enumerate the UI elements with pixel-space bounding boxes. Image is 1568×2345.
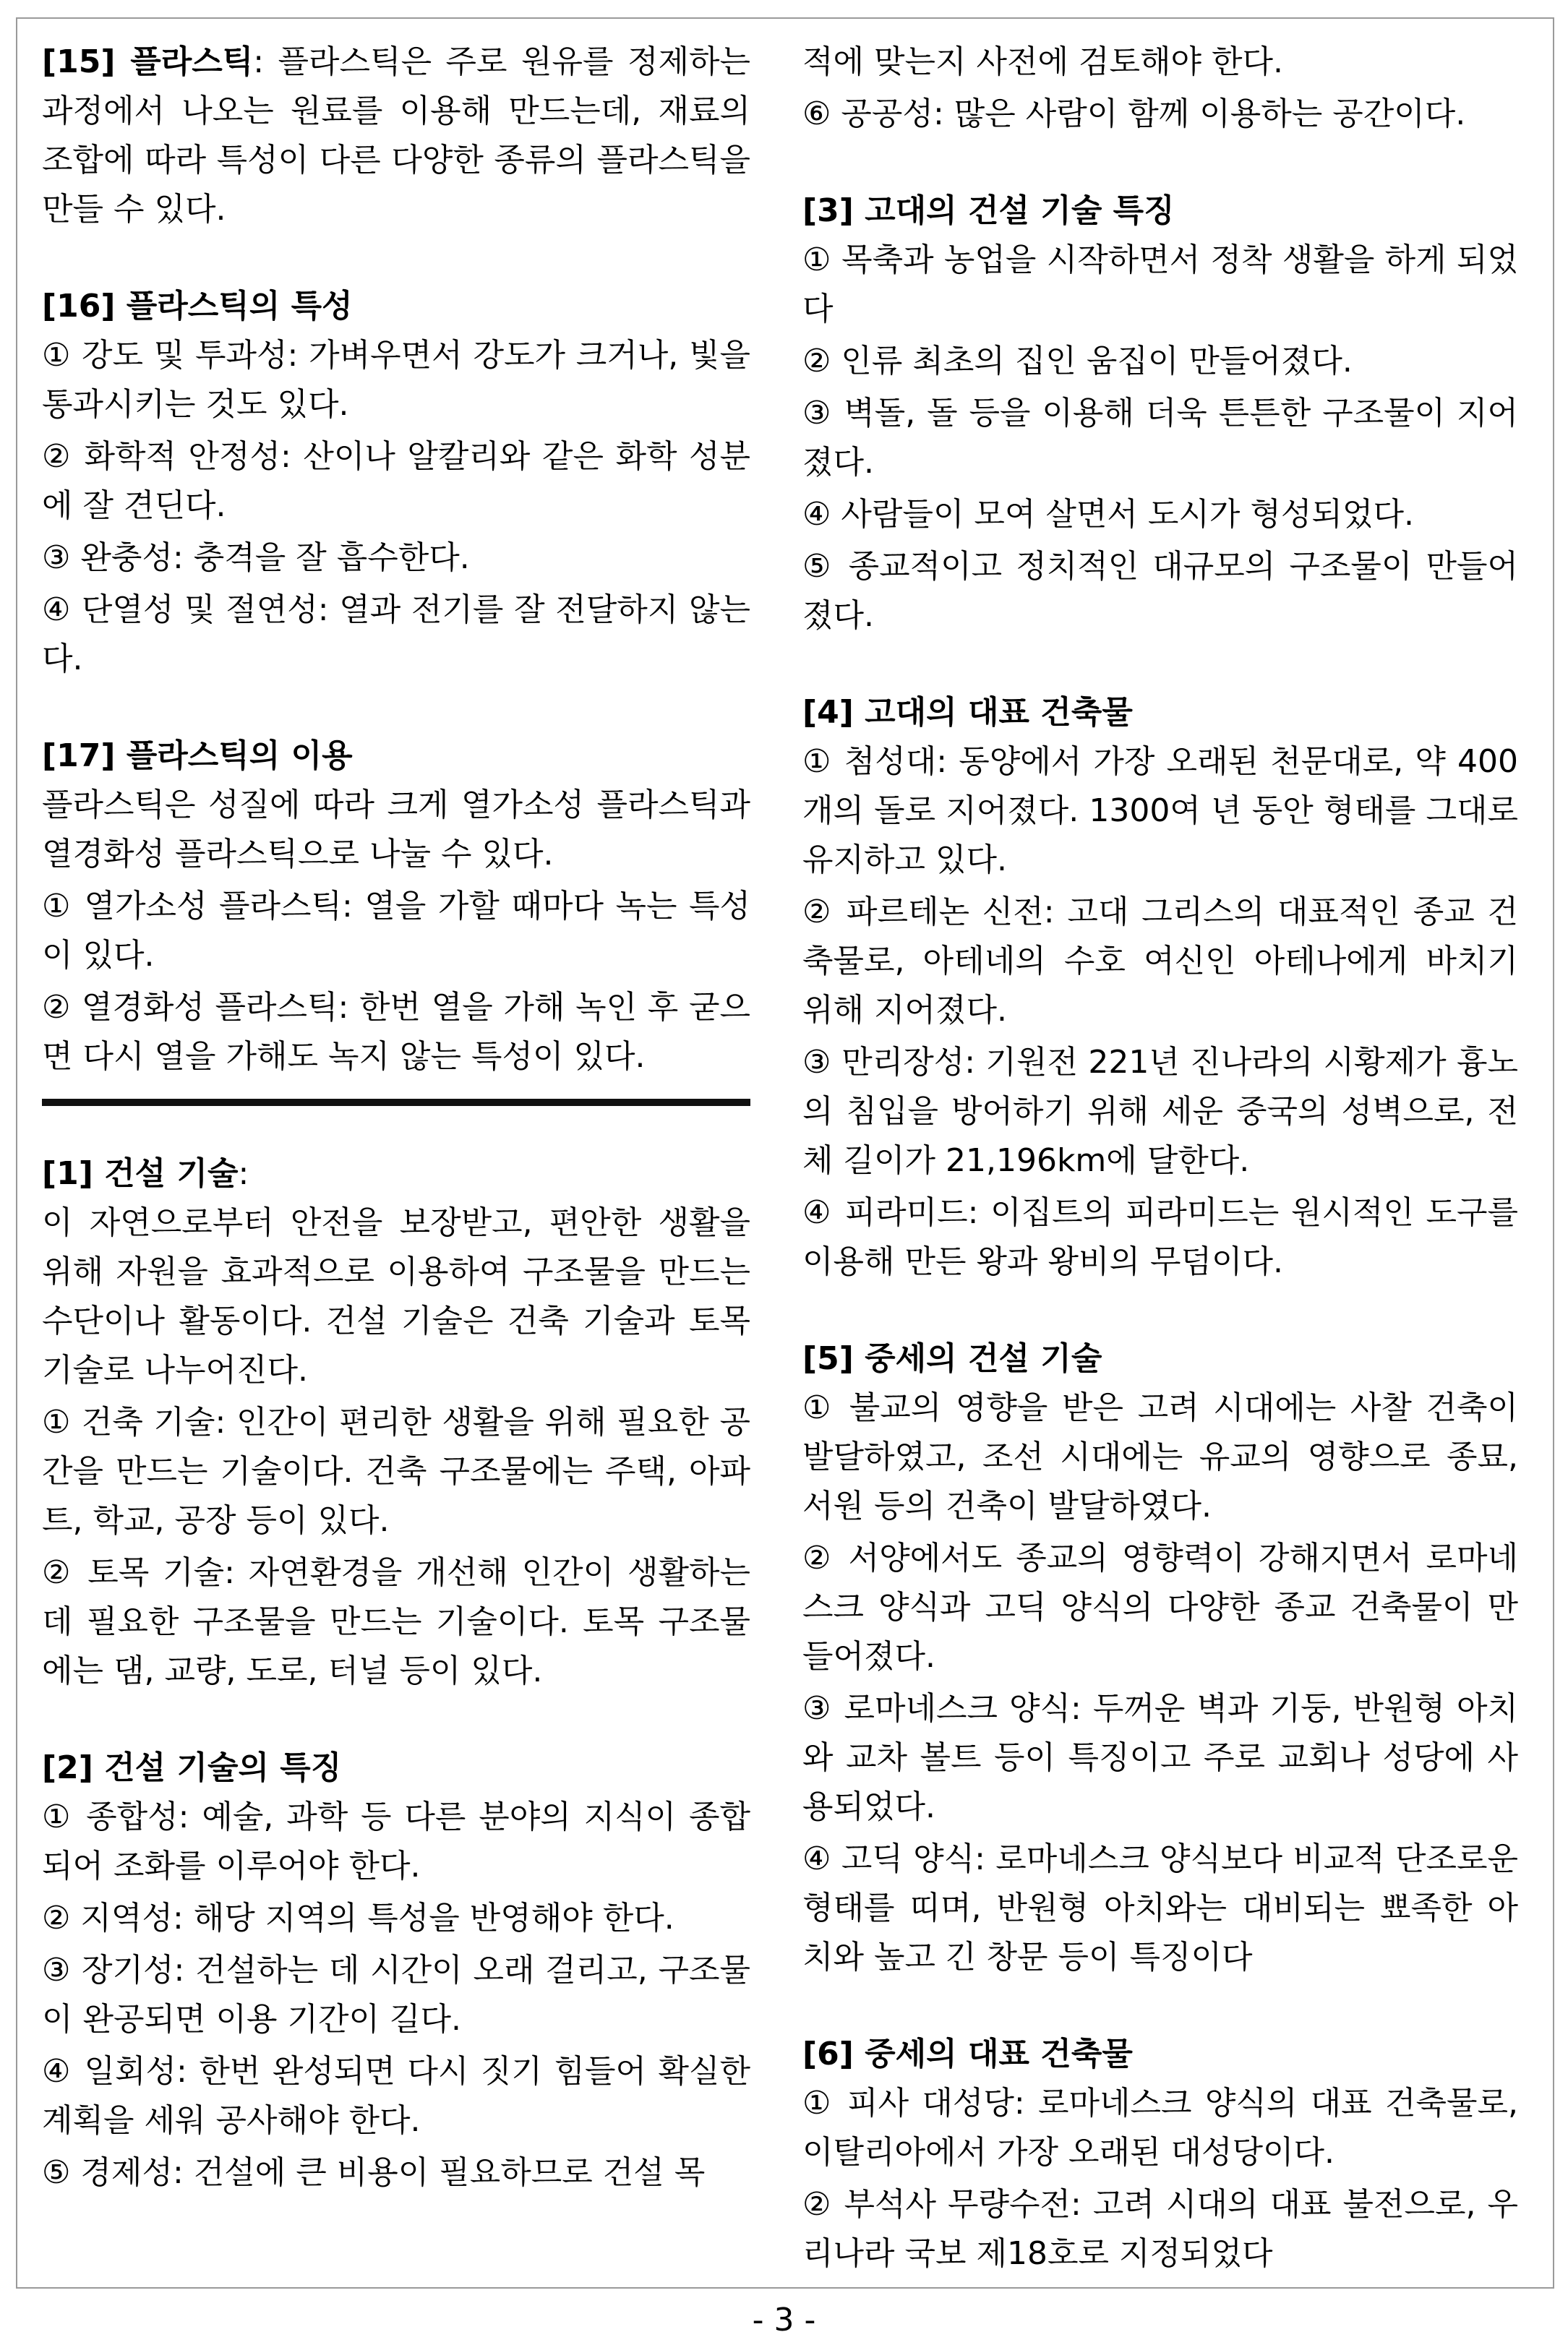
section-1-item: ① 건축 기술: 인간이 편리한 생활을 위해 필요한 공간을 만드는 기술이다. 건축 구조물에는 주택, 아파트, 학교, 공장 등이 있다. [42, 1404, 750, 1539]
section-2-continuation [802, 38, 1518, 139]
section-3-heading: [3] 고대의 건설 기술 특징 [802, 192, 1175, 229]
section-17-item: ② 열경화성 플라스틱: 한번 열을 가해 녹인 후 굳으면 다시 열을 가해도 녹지 않는 특성이 있다. [42, 989, 750, 1075]
section-2-item: ④ 일회성: 한번 완성되면 다시 짓기 힘들어 확실한 계획을 세워 공사해야 한다. [42, 2053, 750, 2139]
page-number: - 3 - [752, 2302, 816, 2338]
section-2-item: ① 종합성: 예술, 과학 등 다른 분야의 지식이 종합되어 조화를 이루어야 한다. [42, 1799, 750, 1885]
section-4 [802, 688, 1518, 1287]
section-5-item: ③ 로마네스크 양식: 두꺼운 벽과 기둥, 반원형 아치와 교차 볼트 등이 특징이고 주로 교회나 성당에 사용되었다. [802, 1690, 1518, 1825]
section-5-heading: [5] 중세의 건설 기술 [802, 1340, 1102, 1377]
section-1-item: ② 토목 기술: 자연환경을 개선해 인간이 생활하는 데 필요한 구조물을 만드는 기술이다. 토목 구조물에는 댐, 교량, 도로, 터널 등이 있다. [42, 1554, 750, 1689]
section-15 [42, 38, 750, 234]
section-5-item: ② 서양에서도 종교의 영향력이 강해지면서 로마네스크 양식과 고딕 양식의 다양한 종교 건축물이 만들어졌다. [802, 1540, 1518, 1675]
continuation-line: 적에 맞는지 사전에 검토해야 한다. [802, 43, 1283, 80]
section-15-paragraph [42, 38, 750, 234]
section-3-item: ④ 사람들이 모여 살면서 도시가 형성되었다. [802, 496, 1414, 533]
section-16-item: ③ 완충성: 충격을 잘 흡수한다. [42, 539, 470, 576]
section-17 [42, 732, 750, 1081]
section-3 [802, 187, 1518, 640]
section-5-item: ① 불교의 영향을 받은 고려 시대에는 사찰 건축이 발달하였고, 조선 시대에는 유교의 영향으로 종묘, 서원 등의 건축이 발달하였다. [802, 1389, 1518, 1525]
section-4-item: ② 파르테논 신전: 고대 그리스의 대표적인 종교 건축물로, 아테네의 수호 여신인 아테나에게 바치기 위해 지어졌다. [802, 893, 1518, 1029]
section-2 [42, 1744, 750, 2198]
section-16-item: ② 화학적 안정성: 산이나 알칼리와 같은 화학 성분에 잘 견딘다. [42, 438, 750, 524]
section-divider [42, 1099, 750, 1106]
section-3-item: ③ 벽돌, 돌 등을 이용해 더욱 튼튼한 구조물이 지어졌다. [802, 395, 1518, 481]
left-column [42, 38, 750, 2245]
section-16-item: ① 강도 및 투과성: 가벼우면서 강도가 크거나, 빛을 통과시키는 것도 있다. [42, 337, 750, 423]
section-5 [802, 1334, 1518, 1982]
section-2-heading: [2] 건설 기술의 특징 [42, 1749, 342, 1786]
section-6-item: ① 피사 대성당: 로마네스크 양식의 대표 건축물로, 이탈리아에서 가장 오래된 대성당이다. [802, 2085, 1518, 2171]
section-1-heading [42, 1149, 750, 1199]
section-1-heading-text: [1] 건설 기술 [42, 1155, 239, 1192]
section-4-item: ③ 만리장성: 기원전 221년 진나라의 시황제가 흉노의 침입을 방어하기 위해 세운 중국의 성벽으로, 전체 길이가 21,196km에 달한다. [802, 1044, 1518, 1179]
section-2-item: ② 지역성: 해당 지역의 특성을 반영해야 한다. [42, 1900, 674, 1937]
right-column [802, 38, 1518, 2326]
section-1-heading-suffix: : [238, 1155, 249, 1192]
section-16 [42, 282, 750, 684]
section-17-item: ① 열가소성 플라스틱: 열을 가할 때마다 녹는 특성이 있다. [42, 888, 750, 974]
section-4-item: ① 첨성대: 동양에서 가장 오래된 천문대로, 약 400개의 돌로 지어졌다. 1300여 년 동안 형태를 그대로 유지하고 있다. [802, 743, 1518, 878]
section-15-text: : 플라스틱은 주로 원유를 정제하는 과정에서 나오는 원료를 이용해 만드는데, 재료의 조합에 따라 특성이 다른 다양한 종류의 플라스틱을 만들 수 있다. [42, 43, 750, 228]
section-3-item: ② 인류 최초의 집인 움집이 만들어졌다. [802, 343, 1353, 380]
section-3-item: ⑤ 종교적이고 정치적인 대규모의 구조물이 만들어졌다. [802, 548, 1518, 634]
section-6 [802, 2030, 1518, 2278]
section-5-item: ④ 고딕 양식: 로마네스크 양식보다 비교적 단조로운 형태를 띠며, 반원형 아치와는 대비되는 뾰족한 아치와 높고 긴 창문 등이 특징이다 [802, 1840, 1518, 1976]
section-17-item: 플라스틱은 성질에 따라 크게 열가소성 플라스틱과 열경화성 플라스틱으로 나눌 수 있다. [42, 786, 750, 873]
section-3-item: ① 목축과 농업을 시작하면서 정착 생활을 하게 되었다 [802, 241, 1518, 327]
section-15-heading: [15] 플라스틱 [42, 43, 254, 80]
section-4-heading: [4] 고대의 대표 건축물 [802, 694, 1133, 731]
section-16-heading: [16] 플라스틱의 특성 [42, 288, 353, 325]
section-4-item: ④ 피라미드: 이집트의 피라미드는 원시적인 도구를 이용해 만든 왕과 왕비의 무덤이다. [802, 1194, 1518, 1280]
section-6-heading: [6] 중세의 대표 건축물 [802, 2036, 1133, 2072]
section-16-item: ④ 단열성 및 절연성: 열과 전기를 잘 전달하지 않는다. [42, 591, 750, 677]
section-1 [42, 1149, 750, 1696]
continuation-line: ⑥ 공공성: 많은 사람이 함께 이용하는 공간이다. [802, 95, 1466, 132]
section-2-item: ⑤ 경제성: 건설에 큰 비용이 필요하므로 건설 목 [42, 2154, 706, 2191]
section-2-item: ③ 장기성: 건설하는 데 시간이 오래 걸리고, 구조물이 완공되면 이용 기간이 길다. [42, 1952, 750, 2038]
section-17-heading: [17] 플라스틱의 이용 [42, 737, 353, 774]
section-1-item: 이 자연으로부터 안전을 보장받고, 편안한 생활을 위해 자원을 효과적으로 이용하여 구조물을 만드는 수단이나 활동이다. 건설 기술은 건축 기술과 토목 기술로 나누어진다. [42, 1204, 750, 1389]
section-6-item: ② 부석사 무량수전: 고려 시대의 대표 불전으로, 우리나라 국보 제18호로 지정되었다 [802, 2186, 1518, 2272]
